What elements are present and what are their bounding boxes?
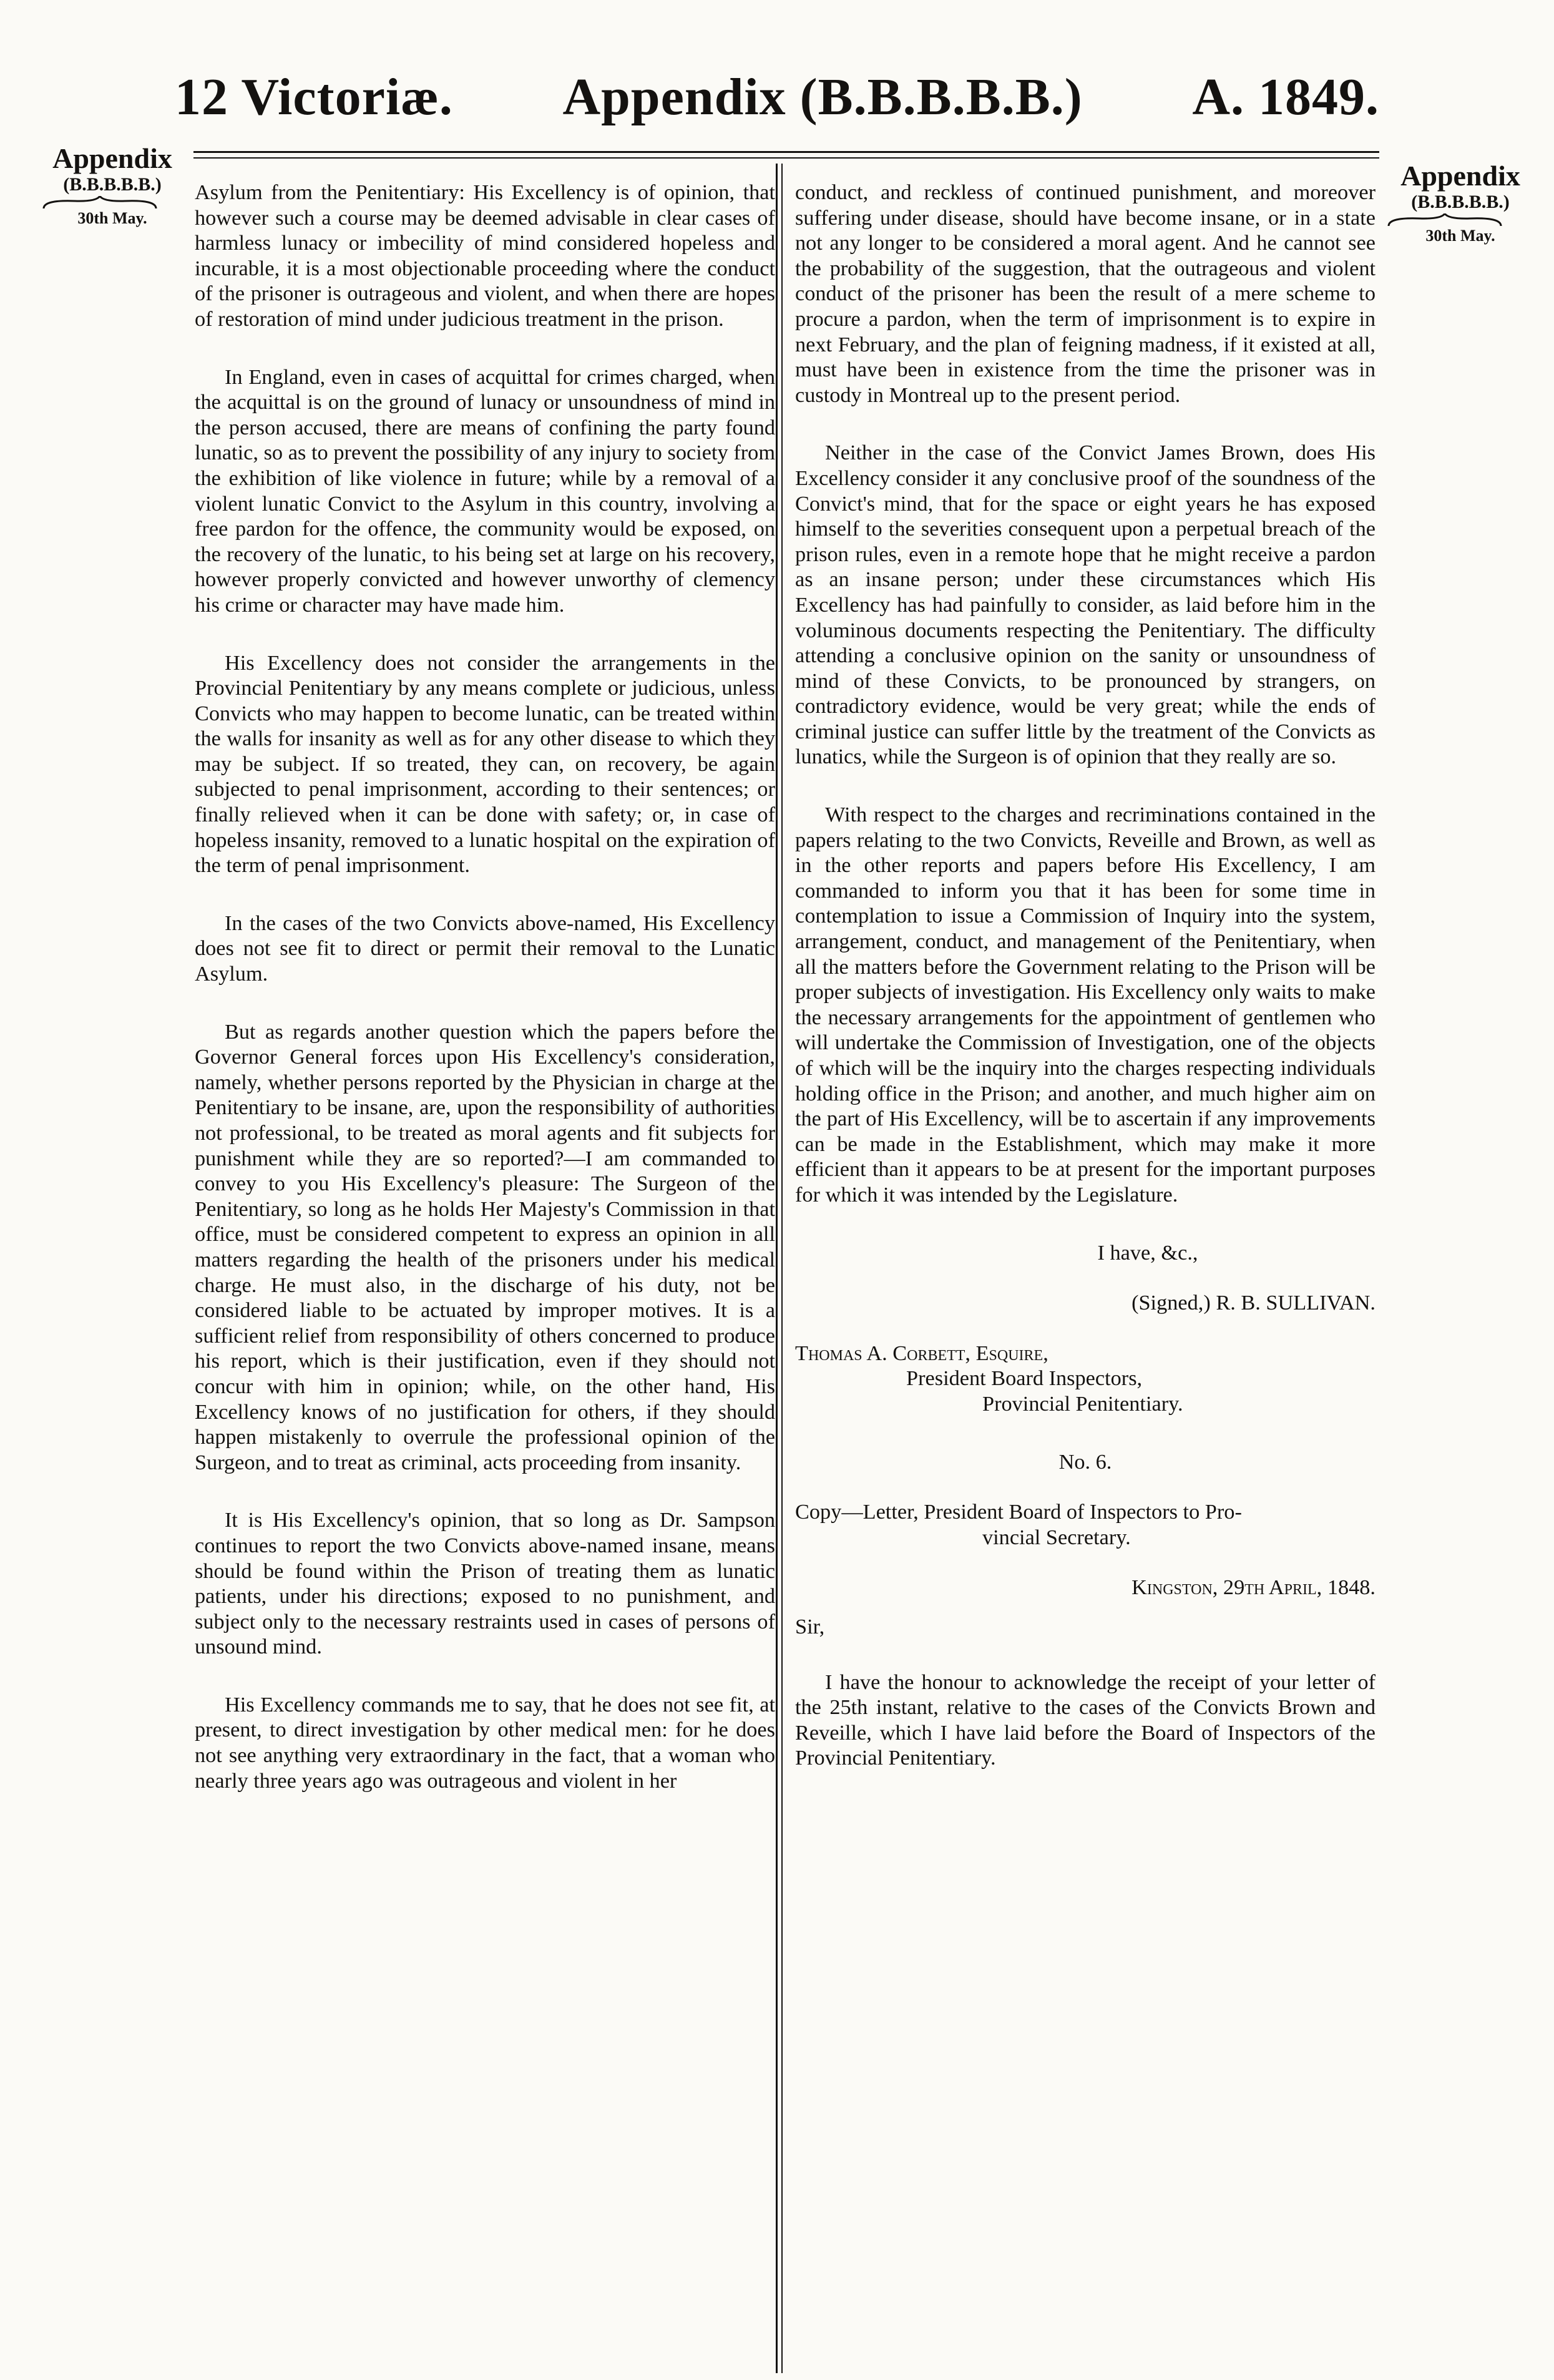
paragraph: Neither in the case of the Convict James Brown, does His Excellency consider it any conclusive proof of the soundness of the Convict's mind, that for the space or eight years he has exposed himself to the severities consequent upon a perpetual breach of the prison rules, even in a remote hope that he might receive a pardon as an insane person; under these circumstances which His Excellency has had painfully to consider, as laid before him in the voluminous documents respecting the Penitentiary. The difficulty attending a conclusive opinion on the sanity or unsoundness of mind of these Convicts, to be pronounced by strangers, on contradictory evidence, would be very great; while the ends of criminal justice can suffer little by the treatment of the Convicts as lunatics, while the Surgeon is of opinion that they really are so.	[795, 441, 1376, 769]
header-rule-thin	[193, 157, 1379, 159]
brace-icon	[1382, 213, 1507, 227]
addressee-title: Provincial Penitentiary.	[982, 1391, 1183, 1416]
addressee-title: President Board Inspectors,	[906, 1366, 1143, 1391]
margin-note-right	[1382, 161, 1538, 245]
paragraph: conduct, and reckless of continued punishment, and moreover suffering under disease, should have become insane, or in a state not any longer to be considered a moral agent. And he cannot see the probability of the suggestion, that the outrageous and violent conduct of the prisoner has been the result of a mere scheme to procure a pardon, when the term of imprisonment is to expire in next February, and the plan of feigning madness, if it existed at all, must have been in existence from the time the prisoner was in custody in Montreal up to the present period.	[795, 180, 1376, 407]
header-session: 12 Victoriæ.	[175, 67, 453, 126]
addressee-block	[795, 1341, 1376, 1417]
paragraph: His Excellency commands me to say, that he does not see fit, at present, to direct investigation by other medical men: for he does not see anything very extraordinary in the fact, that a woman who nearly three years ago was outrageous and violent in her	[195, 1692, 775, 1793]
signature: (Signed,) R. B. SULLIVAN.	[1131, 1291, 1376, 1315]
paragraph: In the cases of the two Convicts above-named, His Excellency does not see fit to direct or permit their removal to the Lunatic Asylum.	[195, 911, 775, 986]
paragraph: I have the honour to acknowledge the receipt of your letter of the 25th instant, relative to the cases of the Convicts Brown and Reveille, which I have laid before the Board of Inspectors of the Provincial Penitentiary.	[795, 1670, 1376, 1770]
header-rule	[193, 151, 1379, 153]
header-appendix-title: Appendix (B.B.B.B.B.)	[562, 67, 1083, 126]
salutation: Sir,	[795, 1614, 825, 1638]
paragraph: But as regards another question which the papers before the Governor General forces upon His Excellency's consideration, namely, whether persons reported by the Physician in charge at the Penitentiary to be insane, are, upon the responsibility of authorities not professional, to be treated as moral agents and fit subjects for punishment while they are so reported?—I am commanded to convey to you His Excellency's pleasure: The Surgeon of the Penitentiary, so long as he holds Her Majesty's Commission in that office, must be considered competent to express an opinion in all matters regarding the health of the prisoners under his medical charge. He must also, in the discharge of his duty, not be considered liable to be actuated by improper motives. It is a sufficient relief from responsibility of others concerned to produce his report, which is their justification, even if they should not concur with him in opinion; while, on the other hand, His Excellency knows of no justification for others, if they should happen mistakenly to overrule the professional opinion of the Surgeon, and to treat as criminal, acts proceeding from insanity.	[195, 1019, 775, 1474]
closing: I have, &c.,	[1097, 1240, 1198, 1265]
paragraph: Asylum from the Penitentiary: His Excellency is of opinion, that however such a course may be deemed advisable in clear cases of harmless lunacy or imbecility of mind considered hopeless and incurable, it is a most objectionable proceeding where the conduct of the prisoner is outrageous and violent, and when there are hopes of restoration of mind under judicious treatment in the prison.	[195, 180, 775, 331]
document-title	[795, 1499, 1376, 1550]
margin-date: 30th May.	[77, 209, 147, 228]
column-divider	[776, 164, 778, 2373]
addressee-name: Thomas A. Corbett, Esquire,	[795, 1341, 1048, 1365]
paragraph: With respect to the charges and recriminations contained in the papers relating to the two Convicts, Reveille and Brown, as well as in the other reports and papers before His Excellency, I am commanded to inform you that it has been for some time in contemplation to issue a Commission of Inquiry into the system, arrangement, conduct, and management of the Penitentiary, when all the matters before the Government relating to the Prison will be proper subjects of investigation. His Excellency only waits to make the necessary arrangements for the appointment of gentlemen who will undertake the Commission of Investigation, one of the objects of which will be the inquiry into the charges respecting individuals holding office in the Prison; and another, and much higher aim on the part of His Excellency, will be to ascertain if any improvements can be made in the Establishment, which may make it more efficient than it appears to be at present for the important purposes for which it was intended by the Legislature.	[795, 803, 1376, 1207]
document-number: No. 6.	[1058, 1449, 1112, 1474]
document-title-line: Copy—Letter, President Board of Inspectors to Pro-	[795, 1500, 1242, 1524]
margin-code: (B.B.B.B.B.)	[63, 174, 162, 195]
dateline: Kingston, 29th April, 1848.	[1131, 1575, 1376, 1600]
margin-code: (B.B.B.B.B.)	[1411, 192, 1510, 213]
page-header	[175, 59, 1379, 134]
margin-date: 30th May.	[1425, 227, 1495, 245]
header-year: A. 1849.	[1192, 67, 1379, 126]
right-column	[795, 180, 1376, 1803]
brace-icon	[37, 196, 162, 210]
margin-title: Appendix	[52, 142, 172, 174]
margin-note-left	[37, 144, 187, 228]
column-divider-thin	[781, 164, 783, 2373]
paragraph: It is His Excellency's opinion, that so long as Dr. Sampson continues to report the two Convicts above-named insane, means should be found within the Prison of treating them as lunatic patients, under his directions; exposed to no punishment, and subject only to the necessary restraints used in cases of persons of unsound mind.	[195, 1508, 775, 1659]
margin-title: Appendix	[1400, 160, 1520, 192]
left-column	[195, 180, 775, 1826]
paragraph: In England, even in cases of acquittal for crimes charged, when the acquittal is on the ground of lunacy or unsoundness of mind in the person accused, there are means of confining the party found lunatic, so as to prevent the possibility of any injury to society from the exhibition of like violence in future; while by a removal of a violent lunatic Convict to the Asylum in this country, involving a free pardon for the offence, the community would be exposed, on the recovery of the lunatic, to his being set at large on his recovery, however properly convicted and however unworthy of clemency his crime or character may have made him.	[195, 365, 775, 617]
paragraph: His Excellency does not consider the arrangements in the Provincial Penitentiary by any means complete or judicious, unless Convicts who may happen to become lunatic, can be treated within the walls for insanity as well as for any other disease to which they may be subject. If so treated, they can, on recovery, be again subjected to penal imprisonment, according to their sentences; or finally relieved when it can be done with safety; or, in case of hopeless insanity, removed to a lunatic hospital on the expiration of the term of penal imprisonment.	[195, 650, 775, 878]
document-title-line: vincial Secretary.	[982, 1525, 1131, 1549]
